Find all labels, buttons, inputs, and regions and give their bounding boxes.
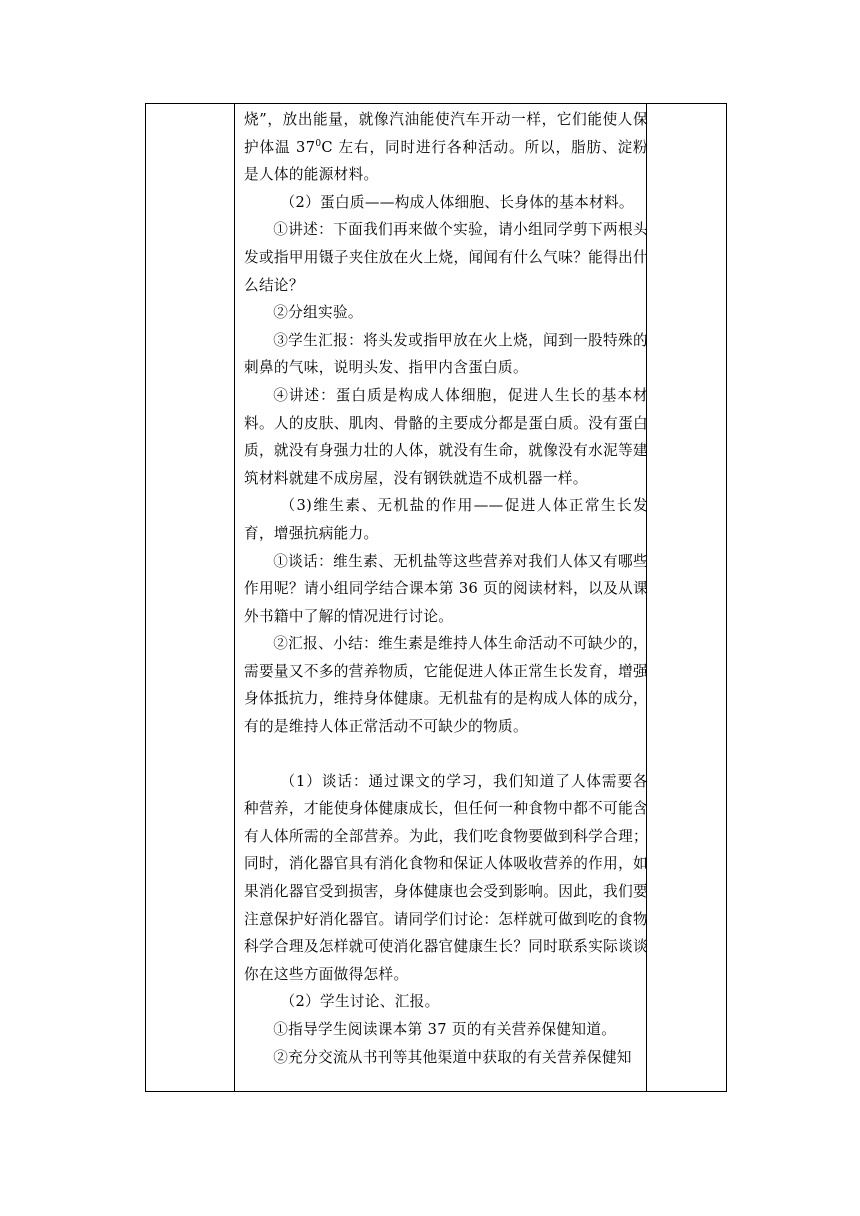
blank-line bbox=[244, 741, 648, 768]
paragraph-vitamin-summary: ②汇报、小结：维生素是维持人体生命活动不可缺少的，需要量又不多的营养物质，它能促进人体正常生长发育，增强身体抵抗力，维持身体健康。无机盐有的是构成人体的成分，有的是维持人体正常活动不可缺少的物质。 bbox=[244, 635, 648, 736]
text-run: 烧”，放出能量，就像汽油能使汽车开动一样，它们能使人保护体温 37 bbox=[244, 111, 648, 156]
paragraph-group-experiment: ②分组实验。 bbox=[273, 304, 363, 322]
paragraph-protein-heading: （2）蛋白质——构成人体细胞、长身体的基本材料。 bbox=[280, 193, 634, 211]
paragraph-protein-explain: ①讲述：下面我们再来做个实验，请小组同学剪下两根头发或指甲用镊子夹住放在火上烧，闻闻有什么气味？能得出什么结论？ bbox=[244, 221, 648, 294]
paragraph-student-report: ③学生汇报：将头发或指甲放在火上烧，闻到一股特殊的刺鼻的气味，说明头发、指甲内含蛋白质。 bbox=[244, 331, 648, 377]
degree-superscript: 0 bbox=[315, 138, 322, 149]
column-divider-left bbox=[234, 104, 235, 1091]
paragraph-protein-lecture: ④讲述：蛋白质是构成人体细胞，促进人生长的基本材料。人的皮肤、肌肉、骨骼的主要成分都是蛋白质。没有蛋白质，就没有身强力壮的人体，就没有生命，就像没有水泥等建筑材料就建不成房屋，没有钢铁就造不成机器一样。 bbox=[244, 386, 648, 487]
paragraph-discussion: （2）学生讨论、汇报。 bbox=[280, 993, 440, 1011]
paragraph-reading-guide: ①指导学生阅读课本第 37 页的有关营养保健知道。 bbox=[273, 1021, 617, 1038]
paragraph-energy bbox=[244, 106, 648, 189]
content-cell bbox=[244, 104, 648, 1071]
text-run: C 左右，同时进行各种活动。所以，脂肪、淀粉是人体的能源材料。 bbox=[244, 138, 649, 184]
lesson-table bbox=[145, 103, 727, 1092]
paragraph-exchange: ②充分交流从书刊等其他渠道中获取的有关营养保健知 bbox=[273, 1048, 632, 1066]
paragraph-digestion-talk: （1）谈话：通过课文的学习，我们知道了人体需要各种营养，才能使身体健康成长，但任何一种食物中都不可能含有人体所需的全部营养。为此，我们吃食物要做到科学合理；同时，消化器官具有消化食物和保证人体吸收营养的作用，如果消化器官受到损害，身体健康也会受到影响。因此，我们要注意保护好消化器官。请同学们讨论：怎样就可做到吃的食物科学合理及怎样就可使消化器官健康生长？同时联系实际谈谈你在这些方面做得怎样。 bbox=[244, 772, 648, 983]
paragraph-vitamin-talk: ①谈话：维生素、无机盐等这些营养对我们人体又有哪些作用呢？请小组同学结合课本第 36 页的阅读材料，以及从课外书籍中了解的情况进行讨论。 bbox=[244, 552, 648, 625]
paragraph-vitamin-heading: （3)维生素、无机盐的作用——促进人体正常生长发育，增强抗病能力。 bbox=[244, 497, 648, 542]
